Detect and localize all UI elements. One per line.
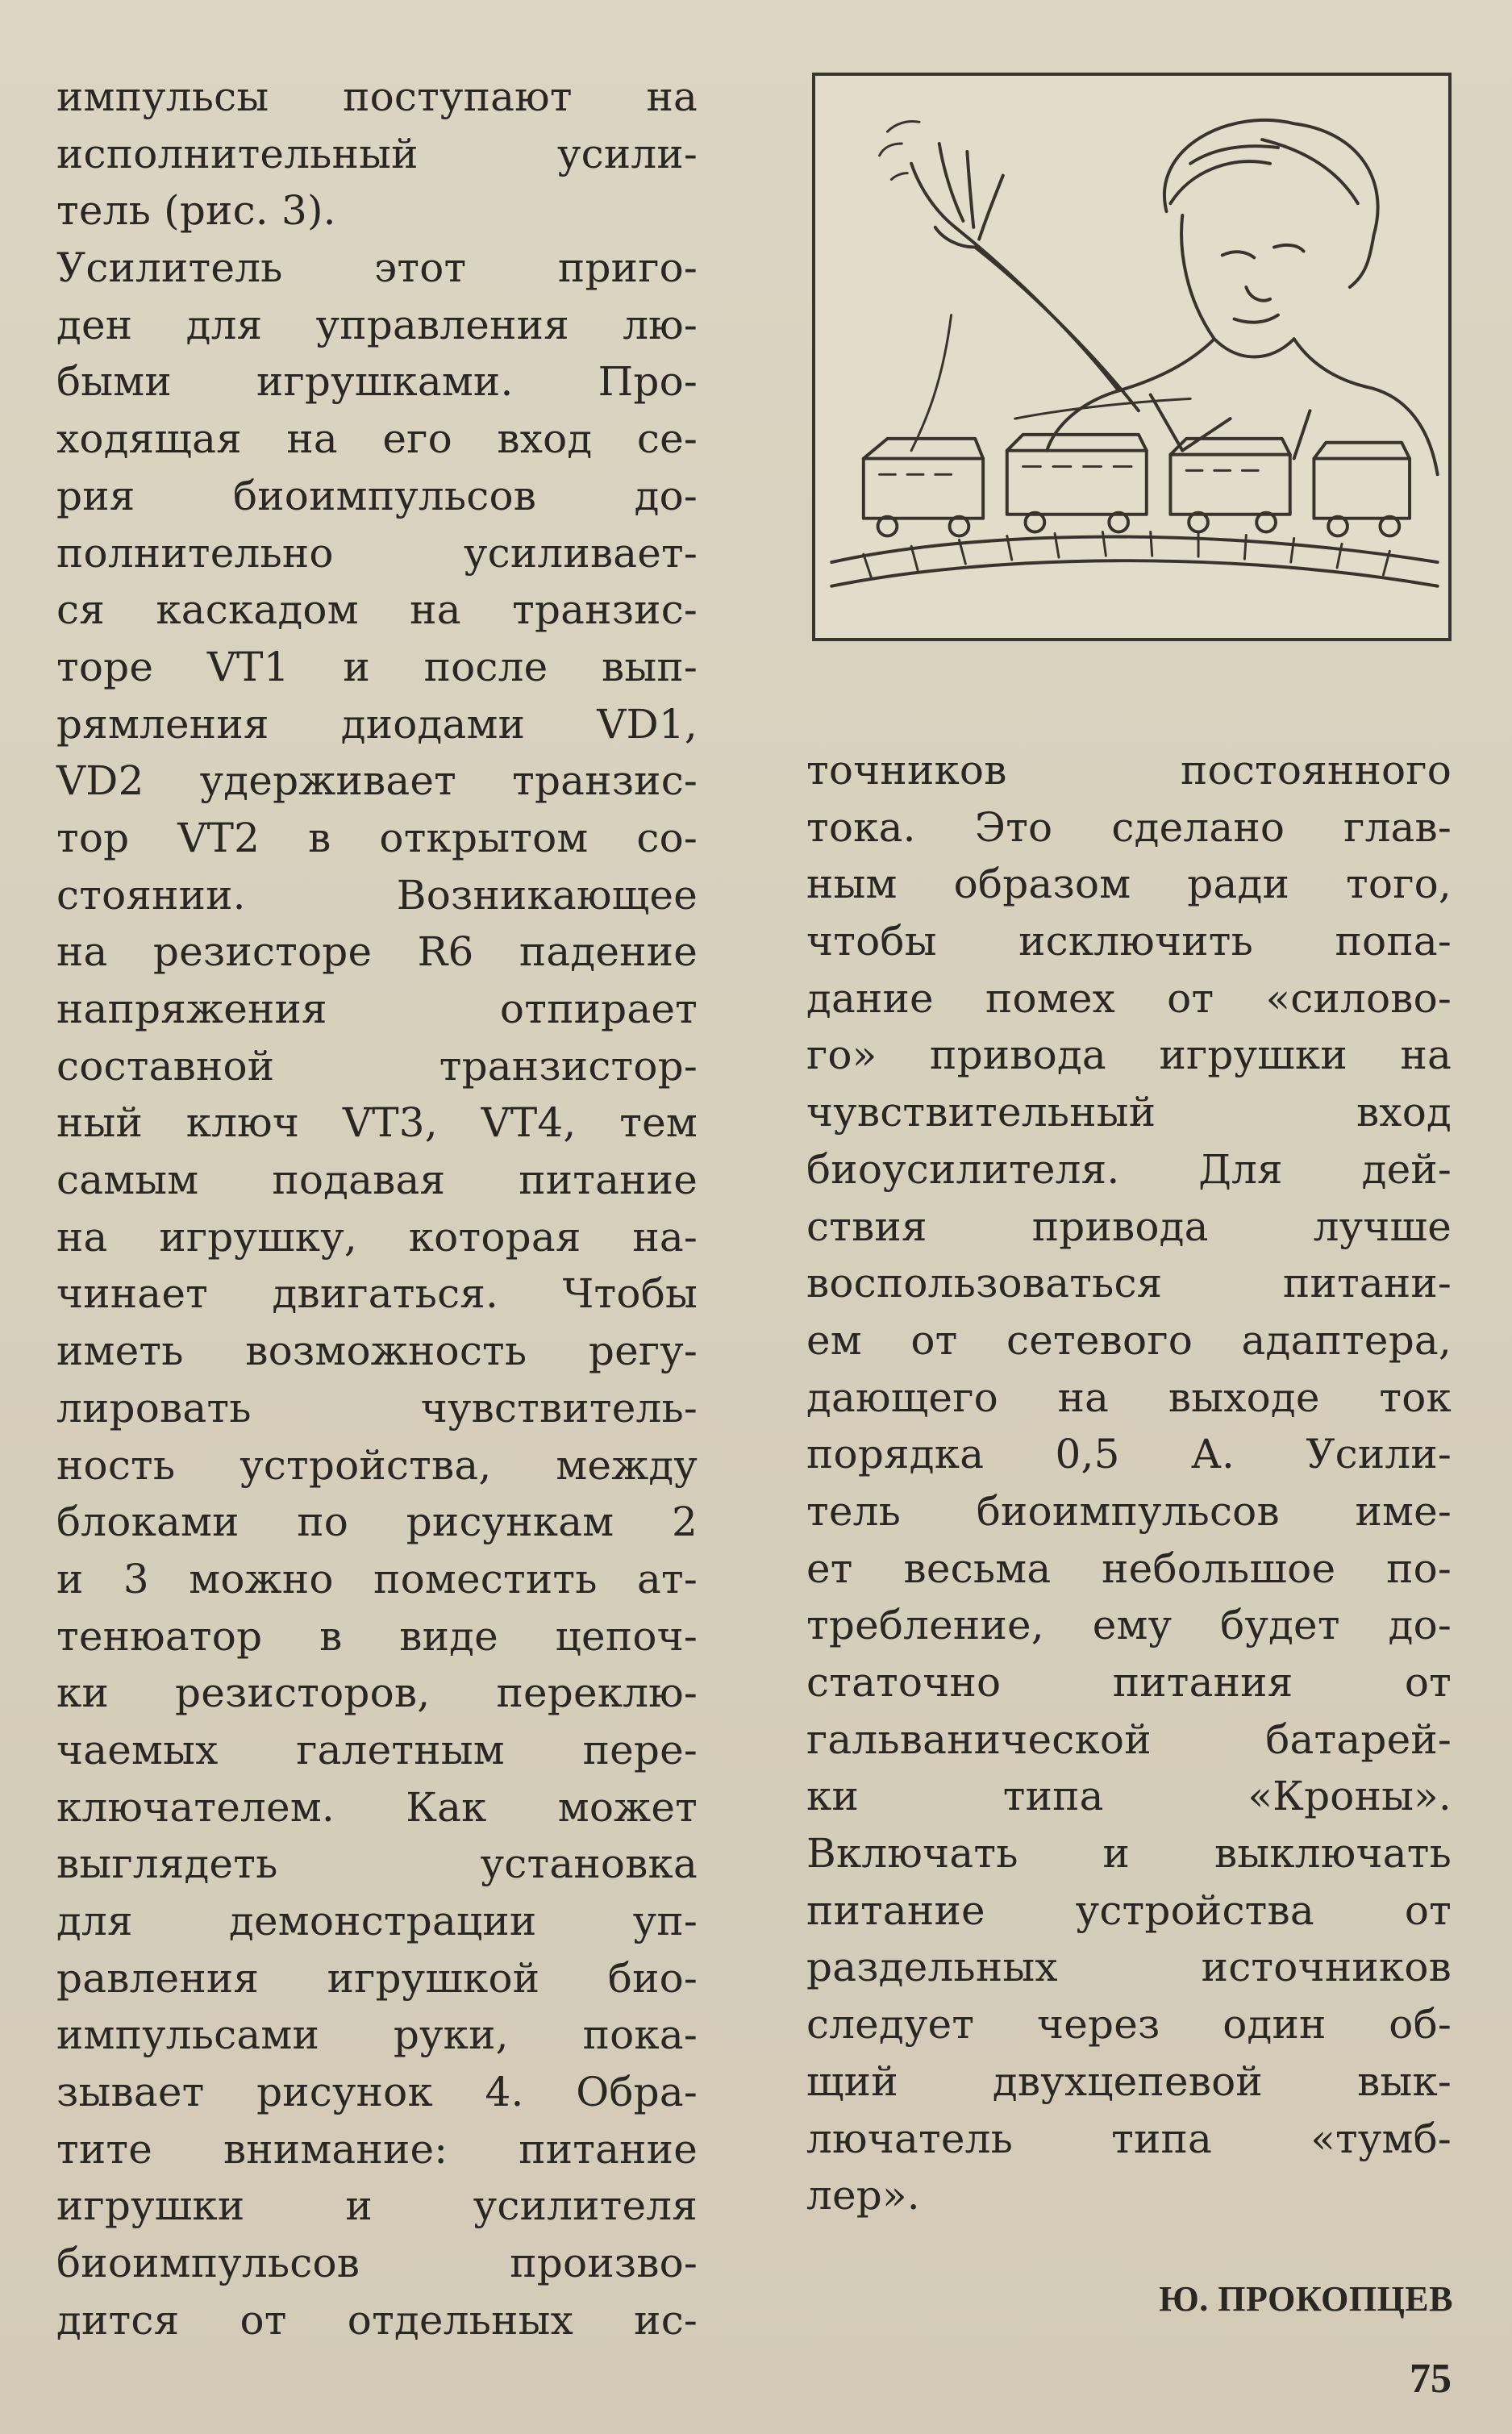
text-line: игрушки и усилителя [56, 2182, 698, 2230]
text-line: самым подавая питание [56, 1157, 698, 1204]
text-line: стоянии. Возникающее [56, 871, 698, 919]
text-line: раздельных источников [806, 1944, 1452, 1991]
text-line: ключателем. Как может [56, 1783, 698, 1831]
text-line: тель биоимпульсов име- [806, 1487, 1452, 1535]
text-line: гальванической батарей- [806, 1715, 1452, 1763]
text-line: статочно питания от [806, 1659, 1452, 1706]
left-text-column [56, 69, 698, 2349]
illustration-figure [812, 73, 1452, 641]
page-number: 75 [1410, 2356, 1452, 2402]
text-line: питание устройства от [806, 1886, 1452, 1934]
text-line: иметь возможность регу- [56, 1327, 698, 1375]
text-line: тока. Это сделано глав- [806, 803, 1452, 851]
text-line: дание помех от «силово- [806, 974, 1452, 1022]
text-line: следует через один об- [806, 2001, 1452, 2048]
text-line: для демонстрации уп- [56, 1898, 698, 1944]
text-line: ность устройства, между [56, 1441, 698, 1489]
text-line: биоусилителя. Для дей- [806, 1145, 1452, 1193]
text-line: блоками по рисункам 2 [56, 1498, 698, 1546]
text-line: дится от отдельных ис- [56, 2296, 698, 2344]
text-line: ден для управления лю- [56, 301, 698, 348]
text-line: Усилитель этот приго- [56, 244, 698, 292]
text-line: выглядеть установка [56, 1840, 698, 1888]
text-line: ет весьма небольшое по- [806, 1544, 1452, 1592]
text-line: импульсы поступают на [56, 73, 698, 120]
text-line: тор VT2 в открытом со- [56, 814, 698, 861]
text-line: чувствительный вход [806, 1089, 1452, 1136]
text-line: импульсами руки, пока- [56, 2011, 698, 2059]
text-line: чинает двигаться. Чтобы [56, 1270, 698, 1318]
text-line: напряжения отпирает [56, 986, 698, 1032]
text-line: го» привода игрушки на [806, 1032, 1452, 1079]
text-line: рия биоимпульсов до- [56, 472, 698, 519]
text-line: ным образом ради того, [806, 861, 1452, 908]
text-line: лючатель типа «тумб- [806, 2115, 1452, 2162]
person-waving-hand-toy-train-illustration-icon [815, 76, 1448, 638]
text-line: быми игрушками. Про- [56, 358, 698, 406]
text-line: ем от сетевого адаптера, [806, 1316, 1452, 1364]
text-line: ки типа «Кроны». [806, 1773, 1452, 1820]
text-line: точников постоянного [806, 747, 1452, 794]
text-line: торе VT1 и после вып- [56, 643, 698, 690]
text-line: чаемых галетным пере- [56, 1726, 698, 1773]
text-line: воспользоваться питани- [806, 1260, 1452, 1307]
text-line: лер». [806, 2172, 920, 2219]
text-line: дающего на выходе ток [806, 1373, 1452, 1421]
text-line: ся каскадом на транзис- [56, 586, 698, 634]
text-line: ствия привода лучше [806, 1202, 1452, 1250]
text-line: равления игрушкой био- [56, 1954, 698, 2002]
text-line: на резисторе R6 падение [56, 928, 698, 976]
text-line: тенюатор в виде цепоч- [56, 1612, 698, 1660]
text-line: VD2 удерживает транзис- [56, 757, 698, 805]
text-line: чтобы исключить попа- [806, 918, 1452, 965]
text-line: требление, ему будет до- [806, 1602, 1452, 1649]
text-line: исполнительный усили- [56, 130, 698, 177]
right-text-column [806, 742, 1452, 2224]
text-line: щий двухцепевой вык- [806, 2057, 1452, 2105]
text-line: лировать чувствитель- [56, 1384, 698, 1432]
text-line: и 3 можно поместить ат- [56, 1555, 698, 1603]
text-line: зывает рисунок 4. Обра- [56, 2069, 698, 2116]
text-line: на игрушку, которая на- [56, 1213, 698, 1261]
text-line: рямления диодами VD1, [56, 700, 698, 748]
text-line: биоимпульсов произво- [56, 2240, 698, 2287]
text-line: тель (рис. 3). [56, 187, 336, 235]
author-signature: Ю. ПРОКОПЦЕВ [1159, 2279, 1453, 2319]
text-line: ходящая на его вход се- [56, 415, 698, 463]
text-line: Включать и выключать [806, 1830, 1452, 1878]
text-line: порядка 0,5 А. Усили- [806, 1431, 1452, 1478]
text-line: полнительно усиливает- [56, 529, 698, 577]
text-line: тите внимание: питание [56, 2125, 698, 2173]
text-line: ки резисторов, переклю- [56, 1669, 698, 1717]
text-line: ный ключ VT3, VT4, тем [56, 1099, 698, 1147]
text-line: составной транзистор- [56, 1042, 698, 1090]
